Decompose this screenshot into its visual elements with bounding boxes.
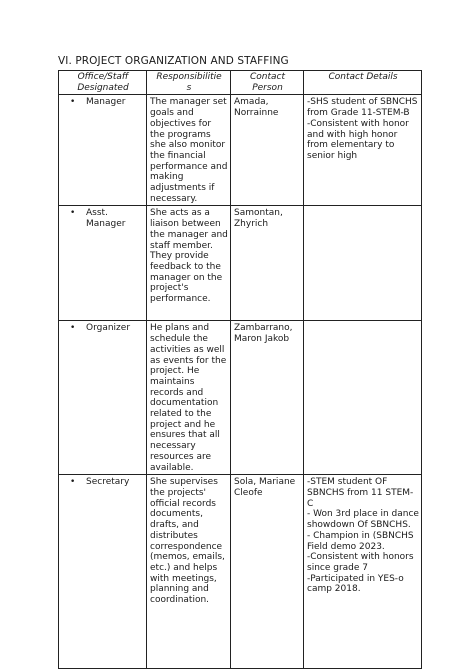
office-cell bbox=[59, 95, 147, 206]
responsibilities-cell: She supervises the projects' official records documents, drafts, and distributes correspondence (memos, emails, etc.) and helps with meetings, planning and coordination. bbox=[147, 475, 231, 669]
contact-person-cell: Amada, Norrainne bbox=[231, 95, 304, 206]
office-name: Asst. Manager bbox=[86, 208, 126, 230]
section-title: VI. PROJECT ORGANIZATION AND STAFFING bbox=[58, 55, 289, 67]
contact-person-cell: Samontan, Zhyrich bbox=[231, 206, 304, 321]
table-row bbox=[59, 321, 422, 475]
responsibilities-cell: The manager set goals and objectives for the programs she also monitor the financial performance and making adjustments if necessary. bbox=[147, 95, 231, 206]
bullet-icon: • bbox=[70, 477, 76, 488]
header-contact-person: Contact Person bbox=[231, 71, 304, 95]
office-cell bbox=[59, 206, 147, 321]
table-row bbox=[59, 206, 422, 321]
bullet-icon: • bbox=[70, 208, 76, 219]
contact-details-cell bbox=[304, 206, 422, 321]
bullet-icon: • bbox=[70, 97, 76, 108]
contact-person-cell: Zambarrano, Maron Jakob bbox=[231, 321, 304, 475]
contact-person-cell: Sola, Mariane Cleofe bbox=[231, 475, 304, 669]
office-cell bbox=[59, 321, 147, 475]
contact-details-cell: -SHS student of SBNCHS from Grade 11-STEM-B -Consistent with honor and with high honor from elementary to senior high bbox=[304, 95, 422, 206]
header-responsibilities: Responsibilitie s bbox=[147, 71, 231, 95]
responsibilities-cell: He plans and schedule the activities as well as events for the project. He maintains records and documentation related to the project and he ensures that all necessary resources are available. bbox=[147, 321, 231, 475]
staffing-table bbox=[58, 70, 422, 669]
responsibilities-cell: She acts as a liaison between the manager and staff member. They provide feedback to the manager on the project's performance. bbox=[147, 206, 231, 321]
office-name: Secretary bbox=[86, 477, 130, 488]
contact-details-cell bbox=[304, 321, 422, 475]
table-row bbox=[59, 95, 422, 206]
header-office: Office/Staff Designated bbox=[59, 71, 147, 95]
office-name: Organizer bbox=[86, 323, 131, 334]
table-header-row bbox=[59, 71, 422, 95]
office-name: Manager bbox=[86, 97, 126, 108]
header-contact-details: Contact Details bbox=[304, 71, 422, 95]
contact-details-cell: -STEM student OF SBNCHS from 11 STEM-C - Won 3rd place in dance showdown Of SBNCHS. - Champion in (SBNCHS Field demo 2023. -Consistent with honors since grade 7 -Participated in YES-o camp 2018. bbox=[304, 475, 422, 669]
office-cell bbox=[59, 475, 147, 669]
table-row bbox=[59, 475, 422, 669]
bullet-icon: • bbox=[70, 323, 76, 334]
